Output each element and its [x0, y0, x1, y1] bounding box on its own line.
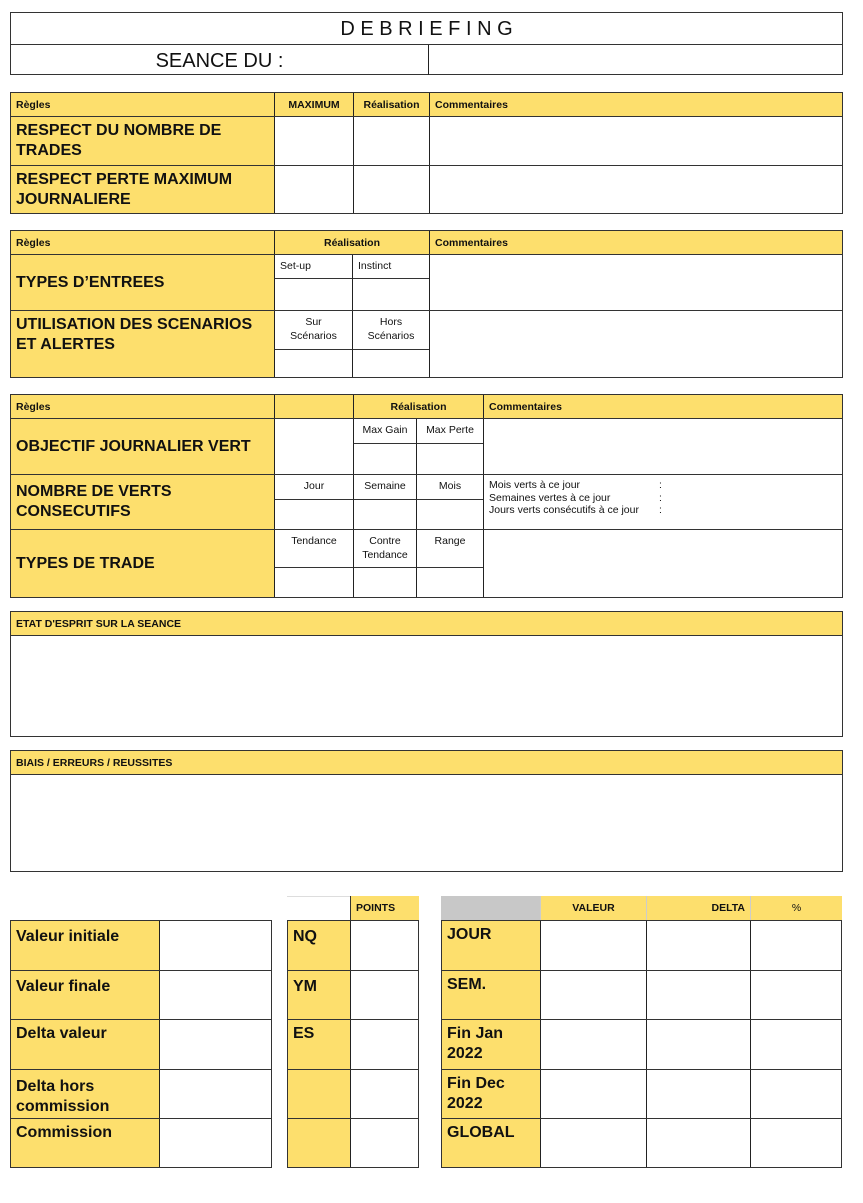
hors-scenarios-cell[interactable] [352, 349, 429, 377]
rule-label-fill [11, 359, 274, 377]
header-delta: DELTA [646, 896, 750, 920]
table-row [11, 529, 842, 597]
valeur-cell[interactable] [159, 1119, 271, 1167]
rule-label: NOMBRE DE VERTS CONSECUTIFS [11, 475, 274, 529]
period-label: JOUR [442, 921, 540, 970]
instinct-cell[interactable] [352, 278, 429, 310]
percent-cell[interactable] [750, 971, 841, 1019]
table-row [442, 921, 841, 970]
header-regles: Règles [11, 231, 274, 254]
objectif-cell[interactable] [274, 419, 353, 474]
valeur-cell[interactable] [159, 1070, 271, 1118]
delta-cell[interactable] [646, 921, 750, 970]
header-blank [274, 395, 353, 418]
comment-mois-verts: Mois verts à ce jour [489, 479, 581, 491]
points-cell[interactable] [350, 1119, 418, 1167]
sur-scenarios-cell[interactable] [274, 349, 352, 377]
rules-table-1 [10, 92, 843, 214]
performance-header-blank [441, 896, 540, 920]
range-cell[interactable] [416, 567, 483, 597]
points-cell[interactable] [350, 1020, 418, 1069]
rule-label: RESPECT DU NOMBRE DE TRADES [11, 117, 274, 165]
valeur-cell[interactable] [540, 1119, 646, 1167]
header-realisation: Réalisation [353, 93, 429, 116]
instrument-label: ES [288, 1020, 350, 1069]
performance-table [441, 896, 842, 1168]
comment-cell[interactable] [429, 117, 842, 165]
contre-tendance-cell[interactable] [353, 567, 416, 597]
session-label: SEANCE DU : [155, 50, 284, 72]
table-row [288, 1019, 418, 1069]
session-date-field[interactable] [428, 45, 842, 75]
mois-cell[interactable] [416, 499, 483, 529]
sub-label-hors-scenarios: Hors Scénarios [352, 311, 429, 349]
instrument-label [288, 1070, 350, 1118]
valeur-label: Delta valeur [11, 1020, 159, 1069]
instrument-label [288, 1119, 350, 1167]
sub-label-max-gain: Max Gain [353, 419, 416, 443]
rule-label: RESPECT PERTE MAXIMUM JOURNALIERE [11, 166, 274, 213]
tendance-cell[interactable] [274, 567, 353, 597]
valeur-cell[interactable] [159, 921, 271, 970]
table-row [288, 970, 418, 1019]
jour-cell[interactable] [274, 499, 353, 529]
realisation-cell[interactable] [353, 166, 429, 213]
delta-cell[interactable] [646, 1119, 750, 1167]
header-realisation: Réalisation [353, 395, 483, 418]
points-table [287, 896, 419, 1168]
valeurs-table [10, 920, 272, 1168]
percent-cell[interactable] [750, 1070, 841, 1118]
sub-label-semaine: Semaine [353, 475, 416, 499]
points-cell[interactable] [350, 921, 418, 970]
comment-cell[interactable] [429, 166, 842, 213]
points-header: POINTS [350, 896, 419, 920]
period-label: SEM. [442, 971, 540, 1019]
rule-label: UTILISATION DES SCENARIOS ET ALERTES [11, 311, 274, 359]
maximum-cell[interactable] [274, 117, 353, 165]
points-cell[interactable] [350, 971, 418, 1019]
percent-cell[interactable] [750, 1020, 841, 1069]
rule-label: TYPES D’ENTREES [11, 255, 274, 310]
rules-table-2 [10, 230, 843, 378]
percent-cell[interactable] [750, 1119, 841, 1167]
delta-cell[interactable] [646, 971, 750, 1019]
valeur-label: Commission [11, 1119, 159, 1167]
table-row [11, 1118, 271, 1167]
valeur-cell[interactable] [540, 971, 646, 1019]
table-row [442, 1069, 841, 1118]
valeur-cell[interactable] [159, 971, 271, 1019]
sub-label-mois: Mois [416, 475, 483, 499]
table-row [288, 1069, 418, 1118]
biais-title: BIAIS / ERREURS / REUSSITES [11, 751, 842, 774]
header-maximum: MAXIMUM [274, 93, 353, 116]
valeur-cell[interactable] [540, 1020, 646, 1069]
biais-textarea[interactable] [11, 774, 842, 871]
table-row [11, 254, 842, 310]
valeur-label: Valeur finale [11, 971, 159, 1019]
setup-cell[interactable] [274, 278, 352, 310]
title-box [10, 12, 843, 75]
header-valeur: VALEUR [540, 896, 646, 920]
delta-cell[interactable] [646, 1070, 750, 1118]
rule-label: OBJECTIF JOURNALIER VERT [11, 419, 274, 474]
rule-label: TYPES DE TRADE [11, 530, 274, 597]
colon: : [659, 479, 662, 491]
valeur-cell[interactable] [159, 1020, 271, 1069]
table-row [11, 165, 842, 213]
header-commentaires: Commentaires [429, 93, 842, 116]
points-cell[interactable] [350, 1070, 418, 1118]
instrument-label: NQ [288, 921, 350, 970]
rules-table-3 [10, 394, 843, 598]
table-row [288, 921, 418, 970]
sub-label-max-perte: Max Perte [416, 419, 483, 443]
comment-cell[interactable] [429, 255, 842, 310]
table-row [11, 474, 842, 529]
etat-esprit-title: ETAT D'ESPRIT SUR LA SEANCE [11, 612, 842, 635]
sub-label-contre-tendance: Contre Tendance [353, 530, 416, 567]
comment-cell[interactable] [483, 419, 842, 474]
table-row [442, 1118, 841, 1167]
table-row [11, 1069, 271, 1118]
semaine-cell[interactable] [353, 499, 416, 529]
performance-body [441, 920, 842, 1168]
sub-label-jour: Jour [274, 475, 353, 499]
sub-label-setup: Set-up [274, 255, 352, 278]
etat-esprit-textarea[interactable] [11, 635, 842, 736]
period-label: Fin Jan 2022 [442, 1020, 540, 1069]
table-row [442, 1019, 841, 1069]
header-realisation: Réalisation [274, 231, 429, 254]
comment-cell[interactable] [483, 475, 842, 529]
table-row [11, 921, 271, 970]
sub-label-range: Range [416, 530, 483, 567]
table-row [288, 1118, 418, 1167]
comment-jours-verts: Jours verts consécutifs à ce jour [489, 504, 639, 516]
header-commentaires: Commentaires [483, 395, 842, 418]
points-body [287, 920, 419, 1168]
valeur-cell[interactable] [540, 1070, 646, 1118]
table-row [11, 310, 842, 377]
table-row [442, 970, 841, 1019]
delta-cell[interactable] [646, 1020, 750, 1069]
colon: : [659, 504, 662, 516]
instrument-label: YM [288, 971, 350, 1019]
comment-cell[interactable] [483, 530, 842, 597]
realisation-cell[interactable] [353, 117, 429, 165]
valeur-cell[interactable] [540, 921, 646, 970]
table-row [11, 970, 271, 1019]
sub-label-sur-scenarios: Sur Scénarios [274, 311, 352, 349]
session-row [11, 44, 842, 75]
max-perte-cell[interactable] [416, 443, 483, 474]
header-regles: Règles [11, 93, 274, 116]
table-row [11, 418, 842, 474]
comment-cell[interactable] [429, 311, 842, 377]
period-label: GLOBAL [442, 1119, 540, 1167]
header-percent: % [750, 896, 842, 920]
sub-label-instinct: Instinct [352, 255, 429, 278]
period-label: Fin Dec 2022 [442, 1070, 540, 1118]
page-title: D E B R I E F I N G [340, 18, 513, 40]
maximum-cell[interactable] [274, 166, 353, 213]
sub-label-tendance: Tendance [274, 530, 353, 567]
etat-esprit-section [10, 611, 843, 737]
points-header-blank [287, 896, 350, 920]
max-gain-cell[interactable] [353, 443, 416, 474]
comment-semaines-vertes: Semaines vertes à ce jour [489, 492, 611, 504]
colon: : [659, 492, 662, 504]
table-row [11, 1019, 271, 1069]
header-commentaires: Commentaires [429, 231, 842, 254]
table-row [11, 116, 842, 165]
header-regles: Règles [11, 395, 274, 418]
biais-section [10, 750, 843, 872]
valeur-label: Valeur initiale [11, 921, 159, 970]
valeur-label: Delta hors commission [11, 1070, 159, 1118]
percent-cell[interactable] [750, 921, 841, 970]
